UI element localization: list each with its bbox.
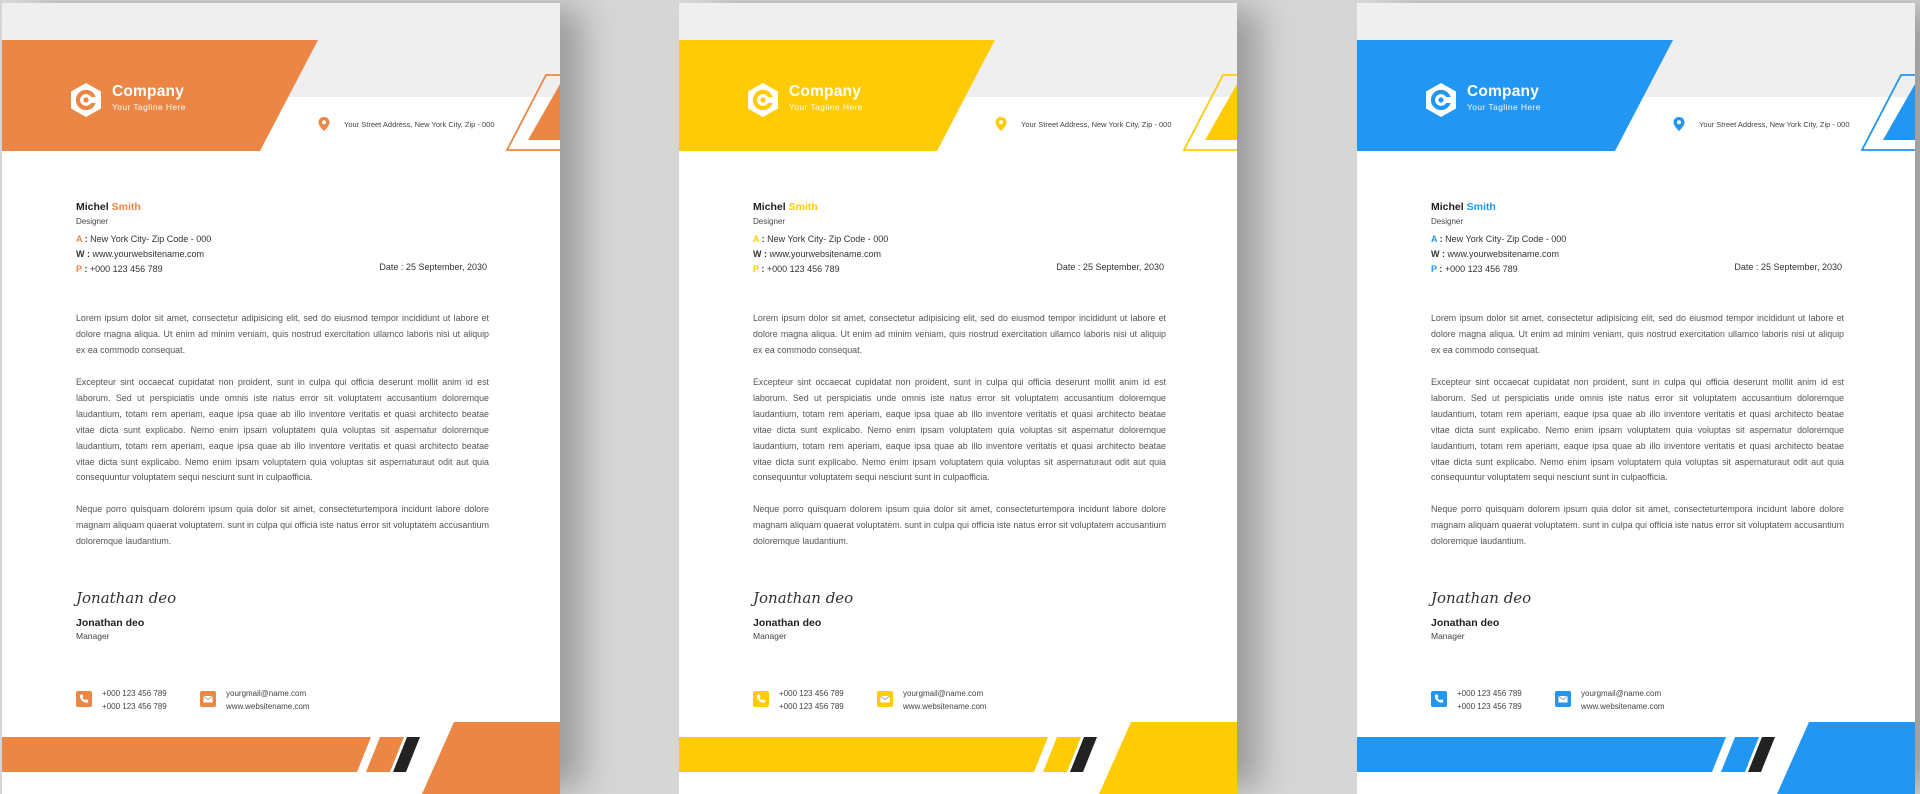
sender-name	[753, 201, 818, 213]
body-paragraph-1: Lorem ipsum dolor sit amet, consectetur adipisicing elit, sed do eiusmod tempor incididunt ut labore et dolore magna aliqua. Ut enim ad minim veniam, quis nostrud exercitation ullamco laboris nisi ut aliquip ex ea commodo consequat.	[753, 313, 1166, 355]
contact-value: New York City- Zip Code - 000	[767, 234, 889, 244]
body-paragraph-1: Lorem ipsum dolor sit amet, consectetur adipisicing elit, sed do eiusmod tempor incididunt ut labore et dolore magna aliqua. Ut enim ad minim veniam, quis nostrud exercitation ullamco laboris nisi ut aliquip ex ea commodo consequat.	[76, 313, 489, 355]
contact-sep: :	[81, 264, 90, 274]
body-paragraph-3: Neque porro quisquam dolorem ipsum quia dolor sit amet, consecteturtempora incidunt labore dolore magnam aliquam quaerat voluptatem. sunt in culpa qui officia iste natus error sit voluptatem accusantium doloremque laudantium.	[1431, 504, 1844, 546]
company-tagline: Your Tagline Here	[112, 102, 186, 112]
sender-name	[1431, 201, 1496, 213]
hexagon-c-logo	[745, 82, 781, 118]
footer-email-line2: www.websitename.com	[903, 702, 987, 711]
address-text: Your Street Address, New York City, Zip - 000	[1021, 120, 1172, 129]
header-address	[318, 117, 543, 131]
contact-sep: :	[1436, 264, 1445, 274]
contact-phone	[76, 264, 163, 274]
location-pin-icon	[318, 117, 330, 131]
contact-key: P	[753, 264, 759, 274]
body-paragraph-2: Excepteur sint occaecat cupidatat non proident, sunt in culpa qui officia deserunt mollit anim id est laborum. Sed ut perspiciatis unde omnis iste natus error sit voluptatem accusantium doloremque laudantium, totam rem aperiam, eaque ipsa quae ab illo inventore veritatis et quasi architecto beatae vitae dicta sunt explicabo. Nemo enim ipsam voluptatem quia voluptas sit aspernatur doloremque laudantium, totam rem aperiam, eaque ipsa quae ab illo inventore veritatis et quasi architecto beatae vitae dicta sunt explicabo. Nemo enim ipsam voluptatem quia voluptas sit aspernaturaut odit aut quia consequuntur voluptatem sequi nesciunt sunt in culpaofficia.	[1431, 377, 1844, 483]
sender-last-name: Smith	[1466, 201, 1496, 213]
footer-email-line1: yourgmail@name.com	[1581, 689, 1662, 698]
email-icon	[200, 691, 216, 707]
contact-phone	[753, 264, 840, 274]
contact-phone	[1431, 264, 1518, 274]
contact-sep: :	[759, 234, 768, 244]
body-paragraph-2: Excepteur sint occaecat cupidatat non proident, sunt in culpa qui officia deserunt mollit anim id est laborum. Sed ut perspiciatis unde omnis iste natus error sit voluptatem accusantium doloremque laudantium, totam rem aperiam, eaque ipsa quae ab illo inventore veritatis et quasi architecto beatae vitae dicta sunt explicabo. Nemo enim ipsam voluptatem quia voluptas sit aspernatur doloremque laudantium, totam rem aperiam, eaque ipsa quae ab illo inventore veritatis et quasi architecto beatae vitae dicta sunt explicabo. Nemo enim ipsam voluptatem quia voluptas sit aspernaturaut odit aut quia consequuntur voluptatem sequi nesciunt sunt in culpaofficia.	[76, 377, 489, 483]
contact-key: A	[753, 234, 760, 244]
letterhead-page-blue	[1357, 3, 1915, 794]
sender-last-name: Smith	[111, 201, 141, 213]
company-name: Company	[789, 83, 862, 100]
footer-phone-line2: +000 123 456 789	[1457, 702, 1522, 711]
contact-address	[1431, 234, 1566, 244]
header-corner-fill	[528, 84, 560, 140]
header-address	[1673, 117, 1898, 131]
phone-icon	[76, 691, 92, 707]
hexagon-c-logo	[68, 82, 104, 118]
signatory-role: Manager	[76, 631, 110, 641]
signature: Jonathan deo	[1431, 589, 1532, 607]
contact-website	[76, 249, 204, 259]
contact-sep: :	[761, 249, 770, 259]
footer-corner-shape	[422, 722, 560, 794]
contact-key: P	[76, 264, 82, 274]
contact-key: A	[76, 234, 83, 244]
footer-stripe-long	[1357, 737, 1727, 772]
contact-value: www.yourwebsitename.com	[769, 249, 882, 259]
contact-value: +000 123 456 789	[1444, 264, 1518, 274]
sender-first-name: Michel	[76, 201, 109, 213]
contact-key: W	[1431, 249, 1440, 259]
location-pin-icon	[1673, 117, 1685, 131]
contact-key: W	[76, 249, 85, 259]
signature: Jonathan deo	[76, 589, 177, 607]
footer-stripe-long	[679, 737, 1049, 772]
contact-value: +000 123 456 789	[766, 264, 840, 274]
letterhead-page-yellow	[679, 3, 1237, 794]
company-name: Company	[1467, 83, 1540, 100]
contact-key: P	[1431, 264, 1437, 274]
sender-first-name: Michel	[753, 201, 786, 213]
header-address	[995, 117, 1220, 131]
email-icon	[877, 691, 893, 707]
footer-email-line2: www.websitename.com	[226, 702, 310, 711]
signatory-role: Manager	[1431, 631, 1465, 641]
email-icon	[1555, 691, 1571, 707]
footer-email-line1: yourgmail@name.com	[903, 689, 984, 698]
signature: Jonathan deo	[753, 589, 854, 607]
contact-sep: :	[84, 249, 93, 259]
contact-address	[76, 234, 211, 244]
header-corner-fill	[1883, 84, 1915, 140]
letterhead-page-orange	[2, 3, 560, 794]
footer-phone-line2: +000 123 456 789	[102, 702, 167, 711]
signatory-name: Jonathan deo	[76, 617, 145, 629]
footer-phone-line1: +000 123 456 789	[102, 689, 167, 698]
body-paragraph-2: Excepteur sint occaecat cupidatat non proident, sunt in culpa qui officia deserunt mollit anim id est laborum. Sed ut perspiciatis unde omnis iste natus error sit voluptatem accusantium doloremque laudantium, totam rem aperiam, eaque ipsa quae ab illo inventore veritatis et quasi architecto beatae vitae dicta sunt explicabo. Nemo enim ipsam voluptatem quia voluptas sit aspernatur doloremque laudantium, totam rem aperiam, eaque ipsa quae ab illo inventore veritatis et quasi architecto beatae vitae dicta sunt explicabo. Nemo enim ipsam voluptatem quia voluptas sit aspernaturaut odit aut quia consequuntur voluptatem sequi nesciunt sunt in culpaofficia.	[753, 377, 1166, 483]
phone-icon	[1431, 691, 1447, 707]
contact-value: +000 123 456 789	[89, 264, 163, 274]
footer-corner-shape	[1099, 722, 1237, 794]
contact-website	[753, 249, 881, 259]
signatory-role: Manager	[753, 631, 787, 641]
sender-role: Designer	[1431, 217, 1464, 226]
location-pin-icon	[995, 117, 1007, 131]
body-paragraph-3: Neque porro quisquam dolorem ipsum quia dolor sit amet, consecteturtempora incidunt labore dolore magnam aliquam quaerat voluptatem. sunt in culpa qui officia iste natus error sit voluptatem accusantium doloremque laudantium.	[76, 504, 489, 546]
sender-first-name: Michel	[1431, 201, 1464, 213]
company-name: Company	[112, 83, 185, 100]
contact-value: www.yourwebsitename.com	[1447, 249, 1560, 259]
footer-phone-line1: +000 123 456 789	[1457, 689, 1522, 698]
footer-corner-shape	[1777, 722, 1915, 794]
sender-role: Designer	[76, 217, 109, 226]
contact-key: W	[753, 249, 762, 259]
footer-stripe-long	[2, 737, 372, 772]
header-corner-fill	[1205, 84, 1237, 140]
contact-sep: :	[1437, 234, 1446, 244]
contact-value: New York City- Zip Code - 000	[90, 234, 212, 244]
sender-name	[76, 201, 141, 213]
company-tagline: Your Tagline Here	[789, 102, 863, 112]
contact-sep: :	[82, 234, 91, 244]
company-tagline: Your Tagline Here	[1467, 102, 1541, 112]
letter-date: Date : 25 September, 2030	[1734, 262, 1842, 272]
address-text: Your Street Address, New York City, Zip - 000	[1699, 120, 1850, 129]
footer-email-line1: yourgmail@name.com	[226, 689, 307, 698]
footer-phone-line1: +000 123 456 789	[779, 689, 844, 698]
contact-sep: :	[1439, 249, 1448, 259]
contact-value: New York City- Zip Code - 000	[1445, 234, 1567, 244]
footer-phone-line2: +000 123 456 789	[779, 702, 844, 711]
address-text: Your Street Address, New York City, Zip - 000	[344, 120, 495, 129]
contact-sep: :	[758, 264, 767, 274]
sender-role: Designer	[753, 217, 786, 226]
footer-email-line2: www.websitename.com	[1581, 702, 1665, 711]
contact-address	[753, 234, 888, 244]
phone-icon	[753, 691, 769, 707]
letter-date: Date : 25 September, 2030	[379, 262, 487, 272]
body-paragraph-1: Lorem ipsum dolor sit amet, consectetur adipisicing elit, sed do eiusmod tempor incididunt ut labore et dolore magna aliqua. Ut enim ad minim veniam, quis nostrud exercitation ullamco laboris nisi ut aliquip ex ea commodo consequat.	[1431, 313, 1844, 355]
signatory-name: Jonathan deo	[1431, 617, 1500, 629]
contact-value: www.yourwebsitename.com	[92, 249, 205, 259]
contact-website	[1431, 249, 1559, 259]
body-paragraph-3: Neque porro quisquam dolorem ipsum quia dolor sit amet, consecteturtempora incidunt labore dolore magnam aliquam quaerat voluptatem. sunt in culpa qui officia iste natus error sit voluptatem accusantium doloremque laudantium.	[753, 504, 1166, 546]
letter-date: Date : 25 September, 2030	[1056, 262, 1164, 272]
signatory-name: Jonathan deo	[753, 617, 822, 629]
hexagon-c-logo	[1423, 82, 1459, 118]
contact-key: A	[1431, 234, 1438, 244]
sender-last-name: Smith	[788, 201, 818, 213]
